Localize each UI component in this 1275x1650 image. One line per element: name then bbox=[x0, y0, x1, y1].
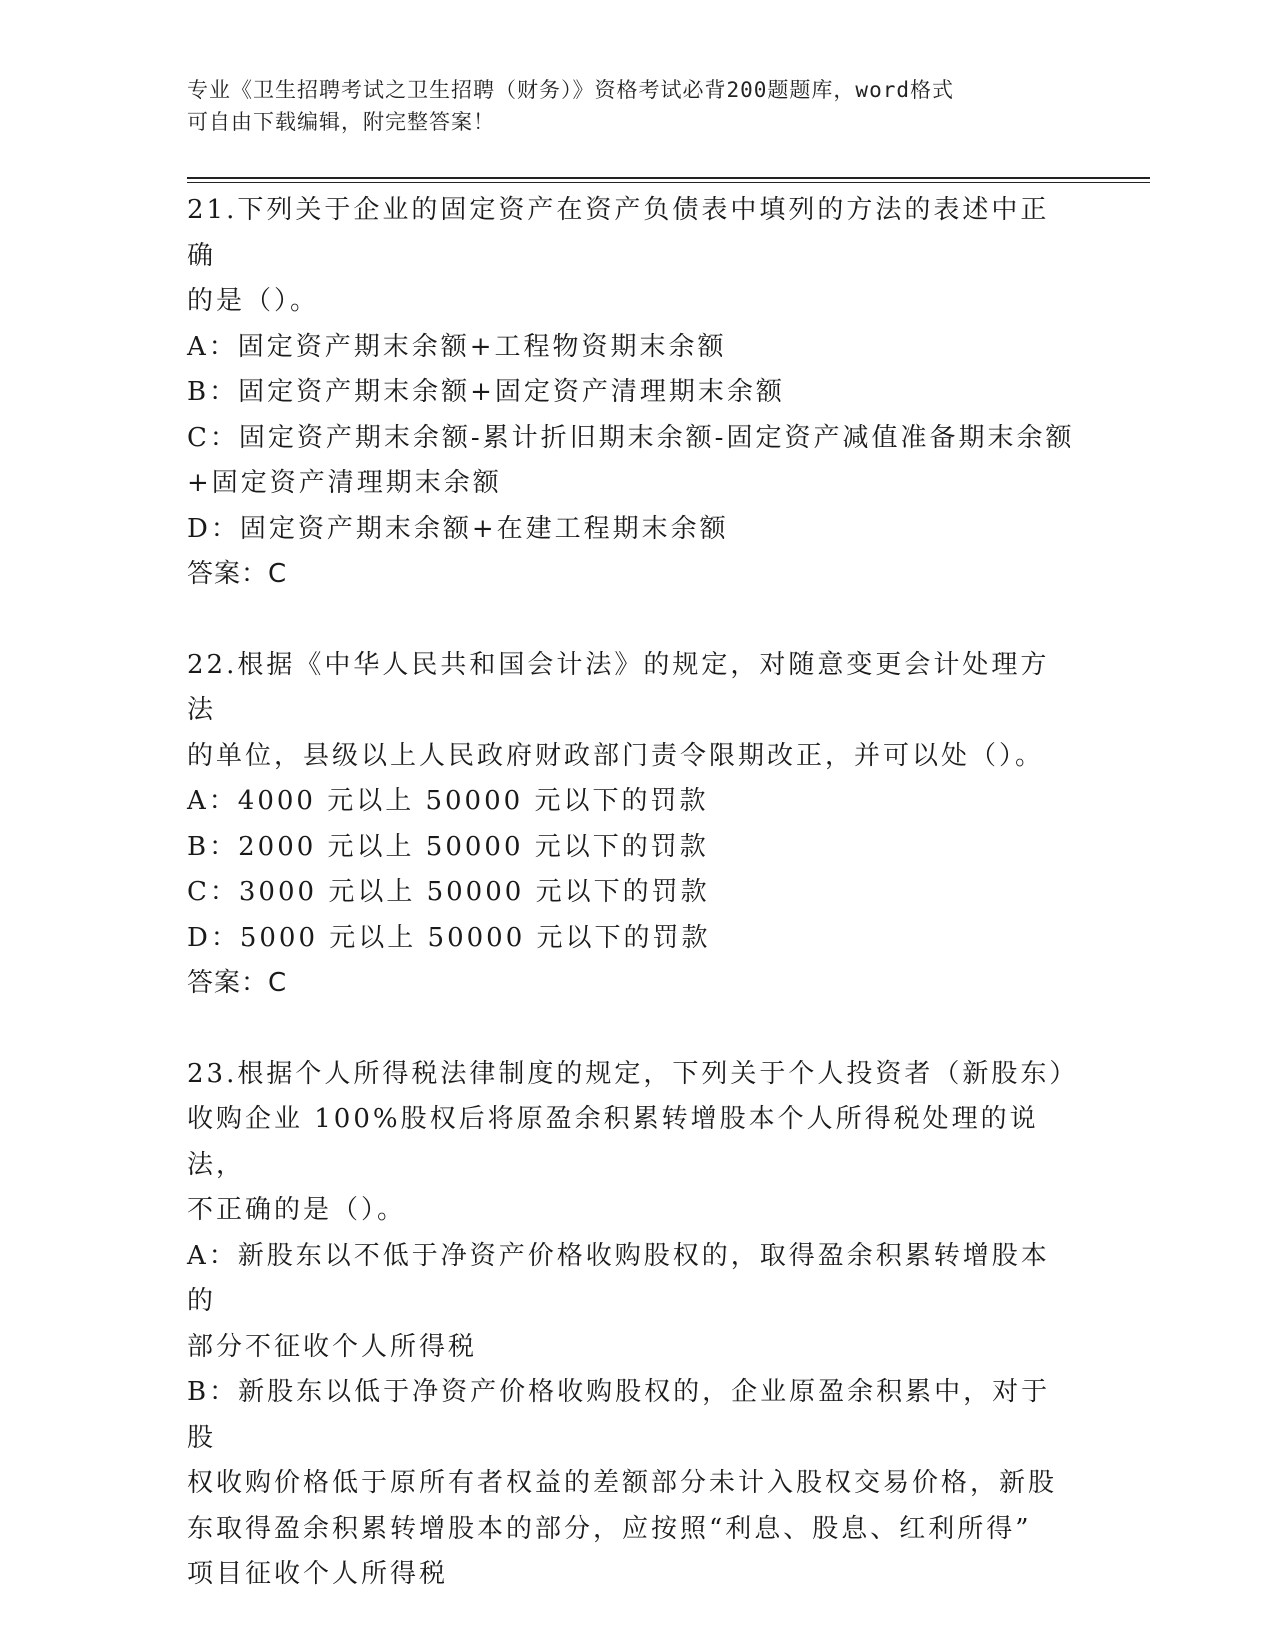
header-divider-thin bbox=[187, 182, 1150, 183]
header-line-1: 专业《卫生招聘考试之卫生招聘（财务）》资格考试必背200题题库，word格式 bbox=[187, 78, 954, 102]
question-stem-line: 23.根据个人所得税法律制度的规定，下列关于个人投资者（新股东） bbox=[187, 1058, 1079, 1089]
option-a-continued: 部分不征收个人所得税 bbox=[187, 1331, 478, 1362]
question-stem-line: 21.下列关于企业的固定资产在资产负债表中填列的方法的表述中正确 bbox=[187, 195, 1050, 271]
question-stem-line: 收购企业 100%股权后将原盈余积累转增股本个人所得税处理的说法， bbox=[187, 1104, 1039, 1180]
option-b-continued: 东取得盈余积累转增股本的部分，应按照“利息、股息、红利所得” bbox=[187, 1513, 1032, 1544]
question-stem-line: 的是（）。 bbox=[187, 286, 320, 316]
question-stem-line: 22.根据《中华人民共和国会计法》的规定，对随意变更会计处理方法 bbox=[187, 649, 1050, 725]
header-divider-thick bbox=[187, 177, 1150, 179]
option-b-continued: 权收购价格低于原所有者权益的差额部分未计入股权交易价格，新股 bbox=[187, 1468, 1058, 1498]
question-stem-line: 不正确的是（）。 bbox=[187, 1195, 407, 1225]
option-c-continued: +固定资产清理期末余额 bbox=[187, 468, 502, 498]
option-c: C：3000 元以上 50000 元以下的罚款 bbox=[187, 877, 710, 907]
option-a: A：4000 元以上 50000 元以下的罚款 bbox=[187, 786, 709, 816]
answer: 答案：C bbox=[187, 559, 288, 589]
option-b: B：2000 元以上 50000 元以下的罚款 bbox=[187, 831, 709, 862]
document-header bbox=[187, 74, 1067, 138]
question-22 bbox=[187, 643, 1077, 1007]
question-stem-line: 的单位，县级以上人民政府财政部门责令限期改正，并可以处（）。 bbox=[187, 740, 1045, 771]
header-line-2: 可自由下载编辑，附完整答案！ bbox=[187, 110, 495, 134]
option-d: D：固定资产期末余额+在建工程期末余额 bbox=[187, 513, 729, 544]
option-d: D：5000 元以上 50000 元以下的罚款 bbox=[187, 922, 711, 953]
option-a: A：固定资产期末余额+工程物资期末余额 bbox=[187, 331, 727, 362]
option-b: B：固定资产期末余额+固定资产清理期末余额 bbox=[187, 377, 785, 407]
option-a: A：新股东以不低于净资产价格收购股权的，取得盈余积累转增股本的 bbox=[187, 1240, 1050, 1316]
question-list bbox=[187, 188, 1077, 1598]
option-b: B：新股东以低于净资产价格收购股权的，企业原盈余积累中，对于股 bbox=[187, 1377, 1051, 1453]
answer: 答案：C bbox=[187, 968, 288, 998]
question-21 bbox=[187, 188, 1077, 598]
option-c: C：固定资产期末余额-累计折旧期末余额-固定资产减值准备期末余额 bbox=[187, 422, 1075, 453]
question-23 bbox=[187, 1052, 1077, 1598]
option-b-continued: 项目征收个人所得税 bbox=[187, 1559, 449, 1589]
